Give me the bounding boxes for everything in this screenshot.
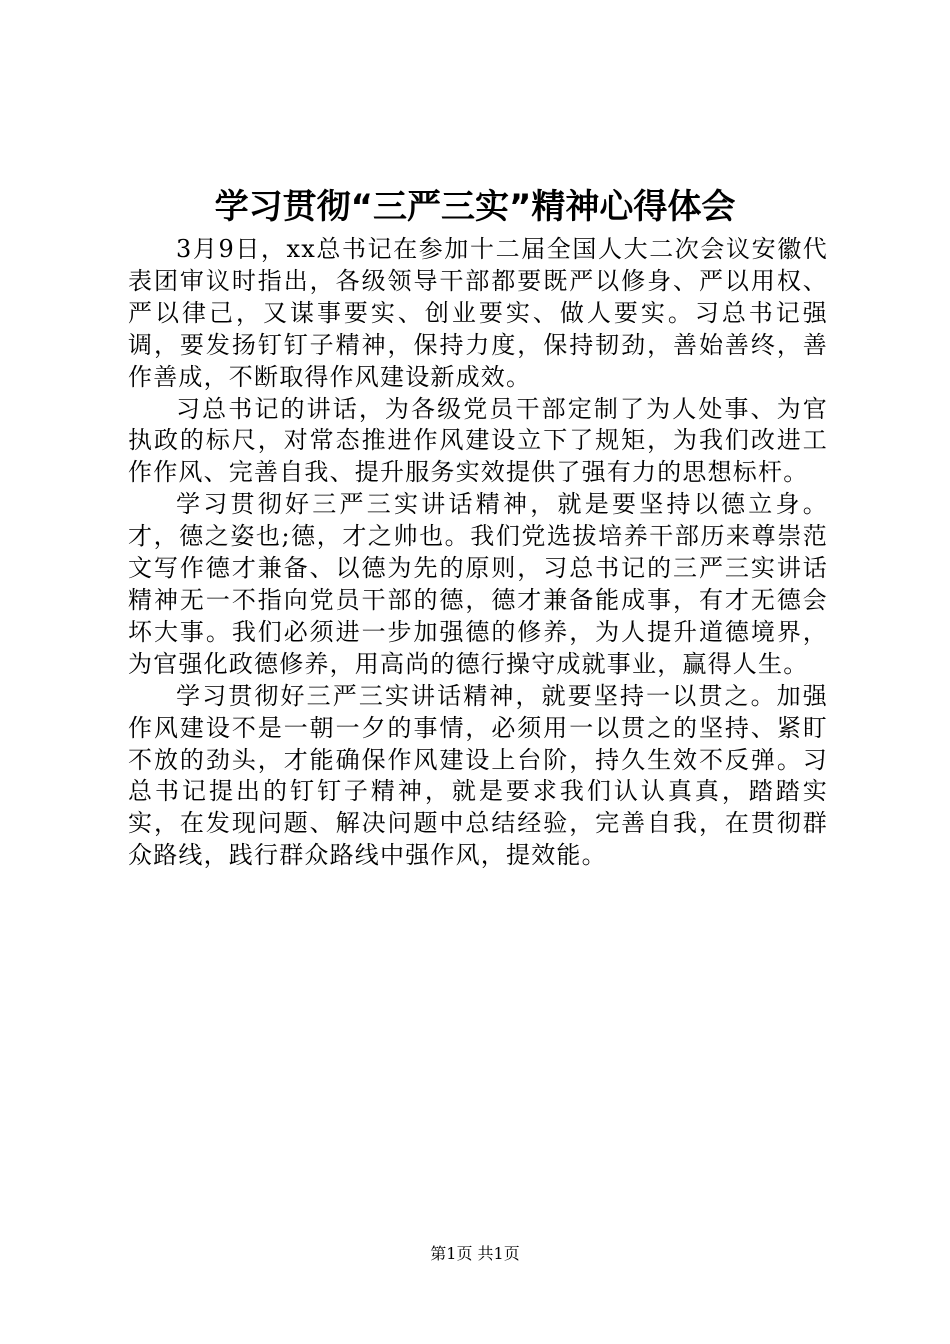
- document-body: [128, 234, 828, 872]
- paragraph-3: 学习贯彻好三严三实讲话精神，就是要坚持以德立身。才，德之姿也;德，才之帅也。我们党选拔培养干部历来尊崇范文写作德才兼备、以德为先的原则，习总书记的三严三实讲话精神无一不指向党员干部的德，德才兼备能成事，有才无德会坏大事。我们必须进一步加强德的修养，为人提升道德境界，为官强化政德修养，用高尚的德行操守成就事业，赢得人生。: [128, 490, 828, 678]
- page-footer: 第1页 共1页: [430, 1244, 520, 1263]
- paragraph-4: 学习贯彻好三严三实讲话精神，就要坚持一以贯之。加强作风建设不是一朝一夕的事情，必须用一以贯之的坚持、紧盯不放的劲头，才能确保作风建设上台阶，持久生效不反弹。习总书记提出的钉钉子精神，就是要求我们认认真真，踏踏实实，在发现问题、解决问题中总结经验，完善自我，在贯彻群众路线，践行群众路线中强作风，提效能。: [128, 681, 828, 870]
- document-title: 学习贯彻“三严三实”精神心得体会: [214, 187, 736, 227]
- paragraph-2: 习总书记的讲话，为各级党员干部定制了为人处事、为官执政的标尺，对常态推进作风建设立下了规矩，为我们改进工作作风、完善自我、提升服务实效提供了强有力的思想标杆。: [128, 394, 828, 487]
- paragraph-1: 3月9日，xx总书记在参加十二届全国人大二次会议安徽代表团审议时指出，各级领导干部都要既严以修身、严以用权、严以律己，又谋事要实、创业要实、做人要实。习总书记强调，要发扬钉钉子精神，保持力度，保持韧劲，善始善终，善作善成，不断取得作风建设新成效。: [128, 235, 828, 391]
